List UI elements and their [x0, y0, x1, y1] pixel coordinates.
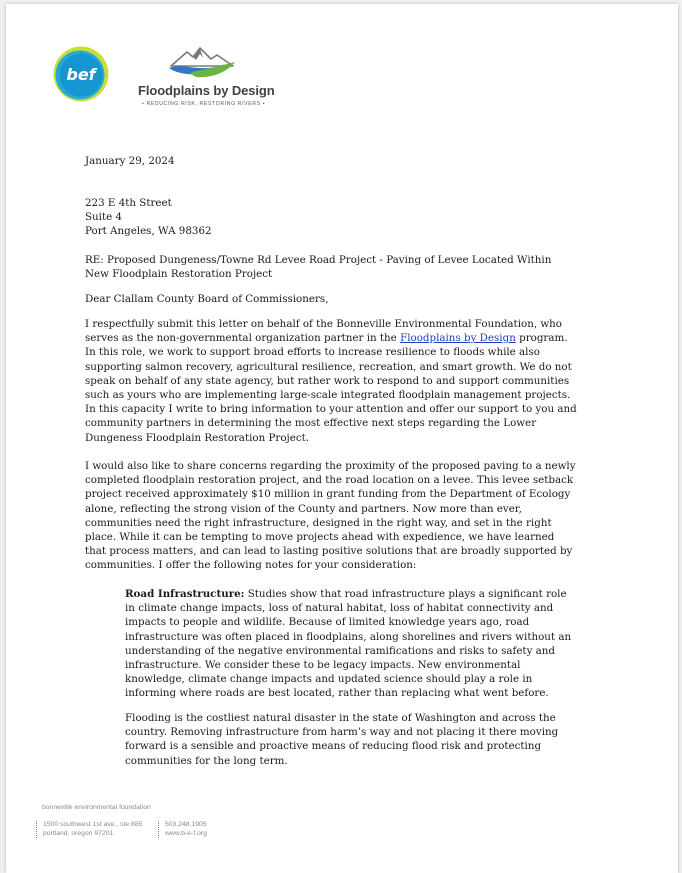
address-line: Suite 4	[85, 211, 123, 224]
letter-page	[6, 4, 678, 873]
partner-name: Floodplains by Design	[138, 83, 275, 98]
bef-logo	[52, 45, 110, 103]
footer-website: www.b-e-f.org	[165, 829, 207, 837]
footer-phone: 503.248.1905	[165, 821, 207, 828]
footer-contact	[158, 821, 207, 838]
partner-tagline: • REDUCING RISK, RESTORING RIVERS •	[142, 101, 266, 107]
floodplains-by-design-link[interactable]: Floodplains by Design	[400, 332, 516, 345]
note-road-infrastructure	[125, 587, 577, 701]
mountain-river-icon	[167, 46, 237, 82]
paragraph-text: program. In this role, we work to support broad efforts to increase resilience to floods while also supporting salmon recovery, agricultural resilience, recreation, and smart growth. We do not speak on behalf of any state agency, but rather work to respond to and support communities such as yours who are implementing large-scale integrated floodplain management projects. In this capacity I write to bring information to your attention and offer our support to you and community partners in determining the most effective next steps regarding the Lower Dungeness Floodplain Restoration Project.	[85, 332, 577, 444]
footer-address	[36, 821, 142, 838]
footer-address-line: portland, oregon 97201	[43, 829, 114, 837]
note-heading: Road Infrastructure:	[125, 588, 245, 600]
paragraph-introduction	[85, 317, 577, 445]
subject-line: RE: Proposed Dungeness/Towne Rd Levee Road Project - Paving of Levee Located Within New Floodplain Restoration Project	[85, 254, 552, 281]
address-line: Port Angeles, WA 98362	[85, 225, 212, 238]
address-line: 223 E 4th Street	[85, 197, 172, 209]
note-flooding: Flooding is the costliest natural disaster in the state of Washington and across the country. Removing infrastructure from harm’s way and not placing it there moving forward is a sensible and proactive means of reducing flood risk and protecting communities for the long term.	[125, 712, 559, 767]
paragraph-concerns: I would also like to share concerns regarding the proximity of the proposed paving to a newly completed floodplain restoration project, and the road location on a levee. This levee setback project received approximately $10 million in grant funding from the Department of Ecology alone, reflecting the strong vision of the County and partners. Now more than ever, communities need the right infrastructure, designed in the right way, and set in the right place. While it can be tempting to move projects ahead with expedience, we have learned that process matters, and can lead to lasting positive solutions that are broadly supported by communities. I offer the following notes for your consideration:	[85, 460, 576, 572]
paragraph-text: I respectfully submit this letter on behalf of the Bonneville Environmental Foundation, who serves as the non-governmental organization partner in the	[85, 318, 563, 345]
footer-address-line: 1500 southwest 1st ave., ste 885	[43, 821, 143, 828]
bef-logo-text: bef	[66, 65, 96, 84]
salutation: Dear Clallam County Board of Commissioners,	[85, 293, 329, 305]
letter-date: January 29, 2024	[85, 155, 175, 167]
footer-org-name: bonneville environmental foundation	[42, 804, 151, 811]
recipient-address	[85, 196, 212, 239]
floodplains-by-design-logo	[134, 46, 284, 110]
note-body: Studies show that road infrastructure plays a significant role in climate change impacts, loss of natural habitat, loss of habitat connectivity and impacts to people and wildlife. Because of limited knowledge years ago, road infrastructure was often placed in floodplains, along shorelines and rivers without an understanding of the negative environmental ramifications and risks to safety and infrastructure. We consider these to be legacy impacts. New environmental knowledge, climate change impacts and updated science should play a role in informing where roads are best located, rather than replacing what went before.	[125, 588, 572, 700]
